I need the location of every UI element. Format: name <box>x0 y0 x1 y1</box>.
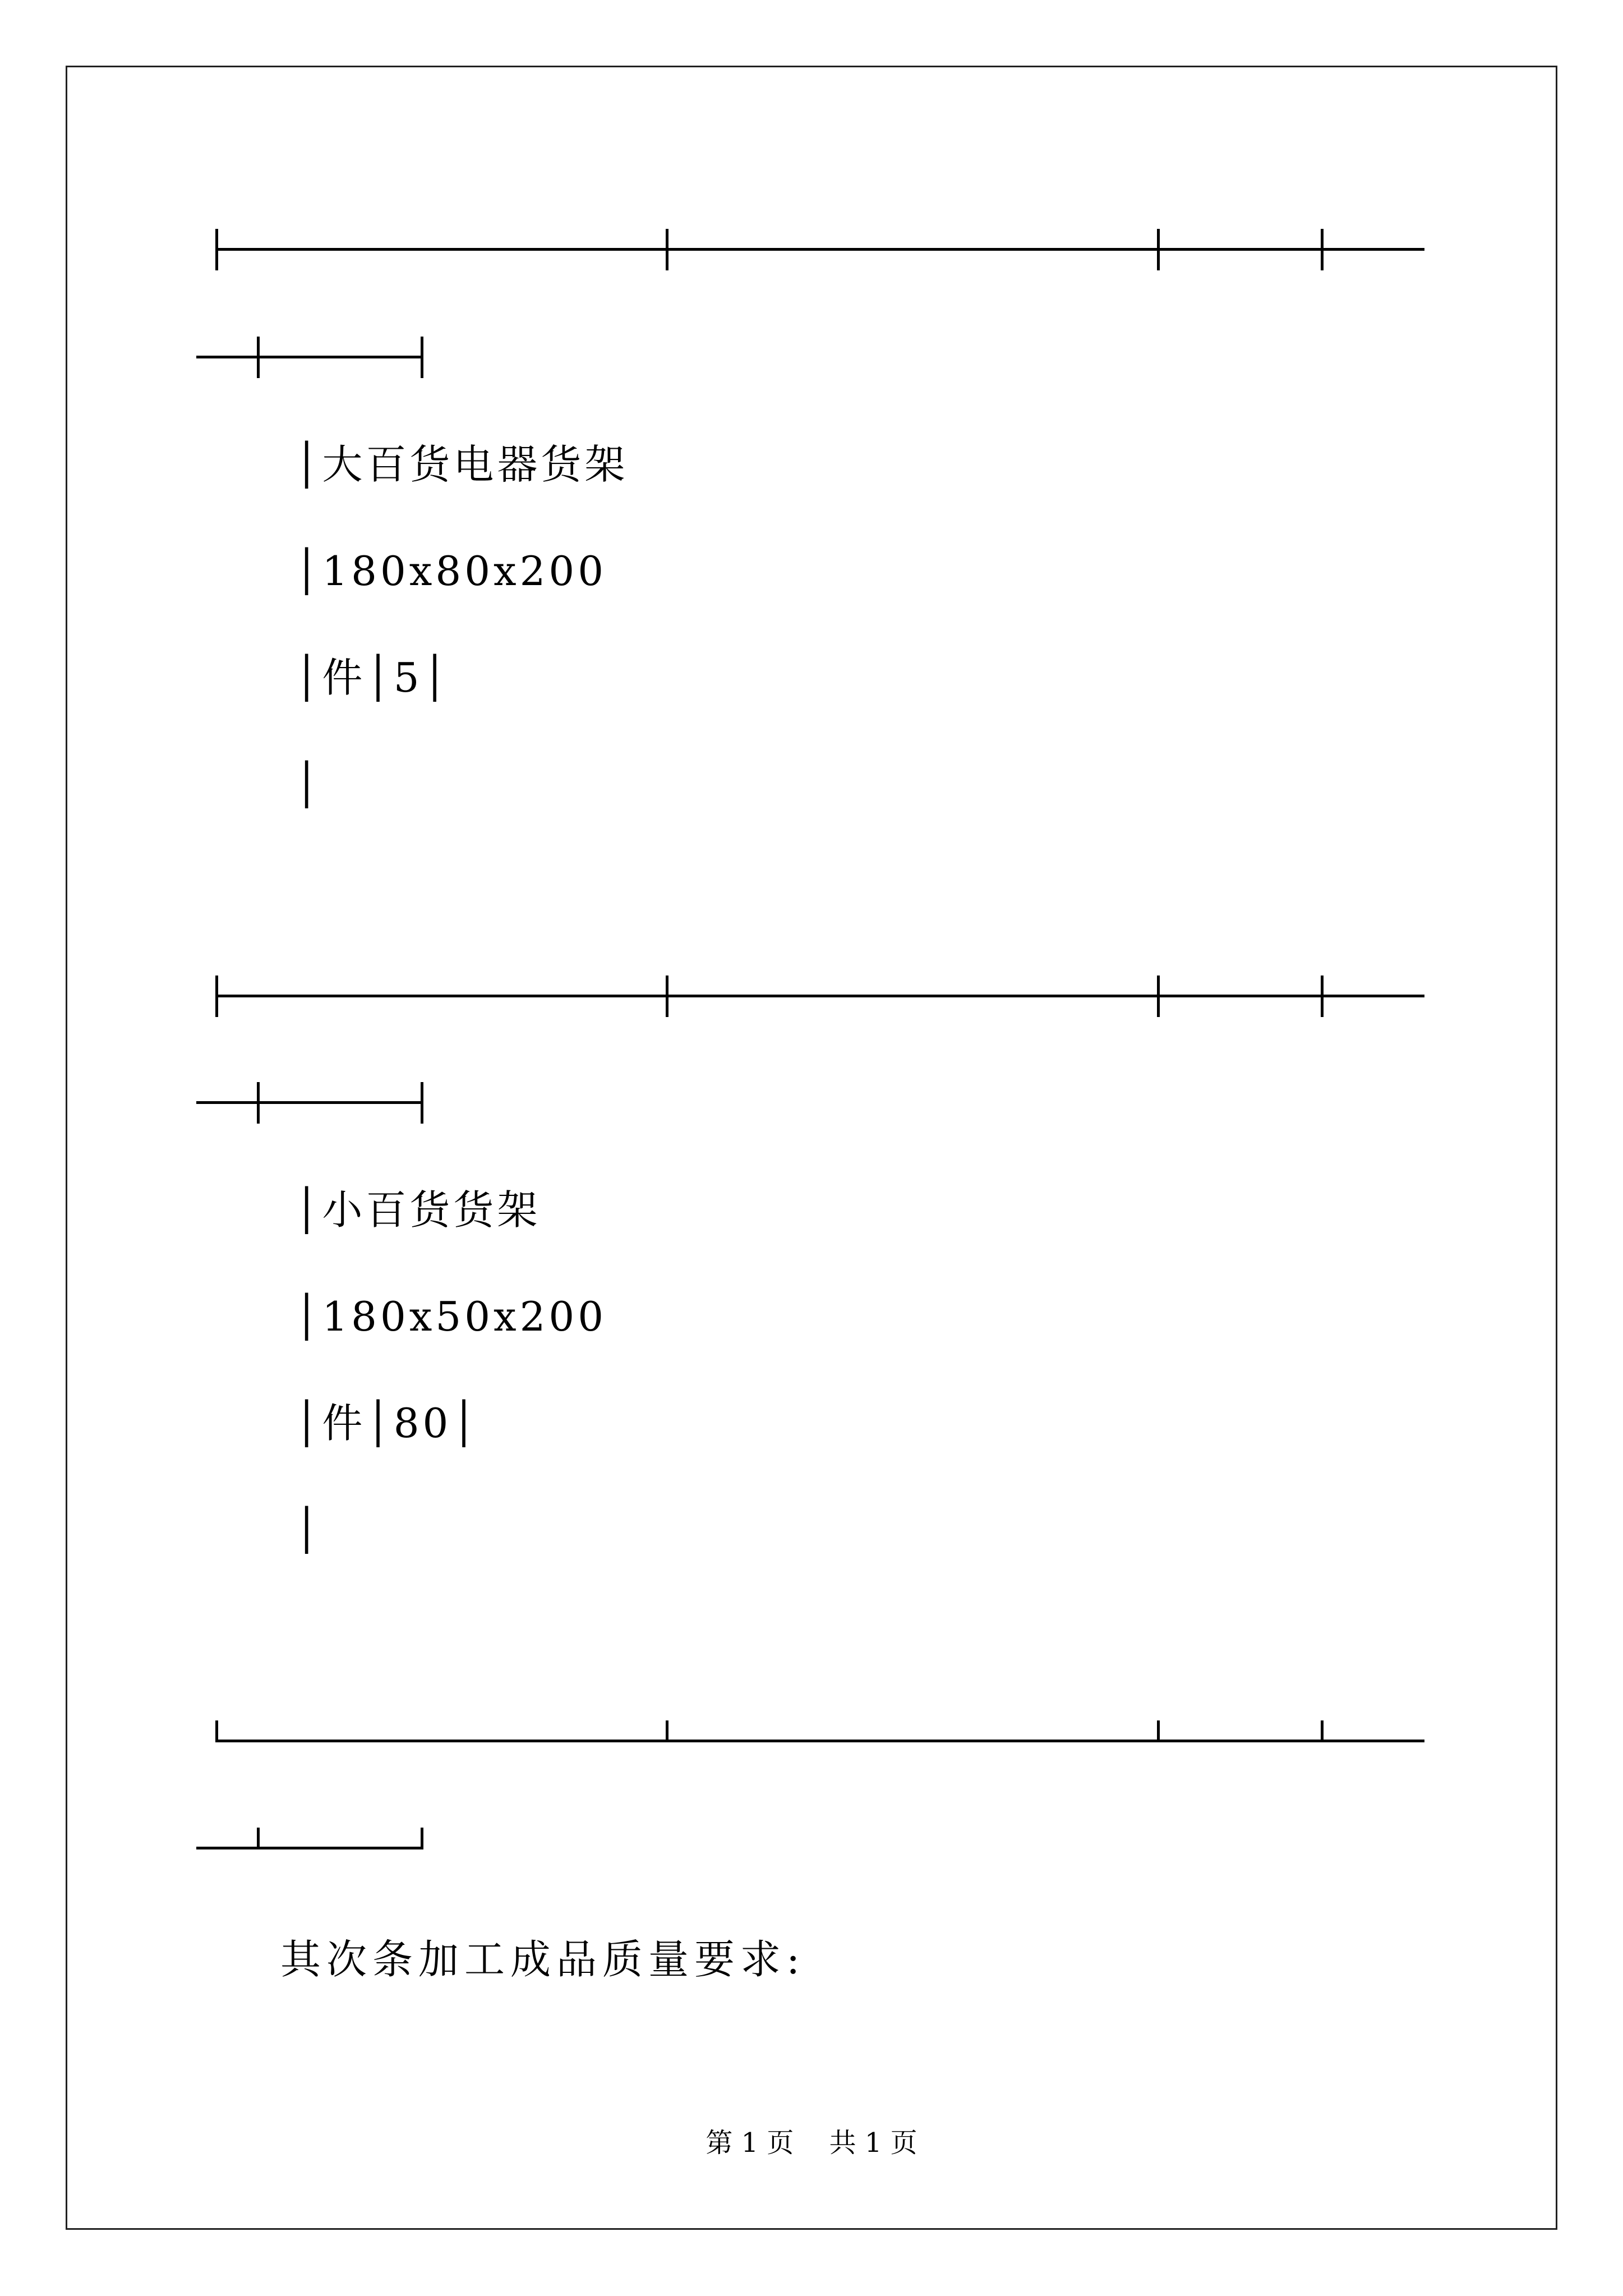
table-tick <box>257 1082 260 1124</box>
page-footer: 第 1 页 共 1 页 <box>706 2127 917 2159</box>
table-tick <box>215 229 218 270</box>
table-tick <box>1157 1720 1160 1742</box>
item-empty-cell: │ <box>294 761 322 808</box>
table-rule <box>196 1847 422 1849</box>
table-rule <box>196 1101 422 1104</box>
table-tick <box>215 1720 218 1742</box>
item-dimensions: │180x50x200 <box>294 1293 607 1340</box>
item-empty-cell: │ <box>294 1506 322 1553</box>
page-border <box>66 66 1557 2230</box>
item-unit-quantity: │件│80│ <box>294 1400 479 1447</box>
table-tick <box>421 1082 423 1124</box>
table-tick <box>1321 976 1324 1017</box>
table-tick <box>666 229 668 270</box>
table-tick <box>421 1828 423 1849</box>
table-tick <box>1321 229 1324 270</box>
item-name: │小百货货架 <box>294 1186 541 1234</box>
table-rule <box>216 1740 1424 1742</box>
item-unit-quantity: │件│5│ <box>294 654 450 701</box>
table-tick <box>257 1828 260 1849</box>
item-name: │大百货电器货架 <box>294 441 629 488</box>
table-tick <box>666 1720 668 1742</box>
table-rule <box>196 356 422 358</box>
table-tick <box>1157 229 1160 270</box>
table-rule <box>216 248 1424 251</box>
table-tick <box>421 337 423 378</box>
section-paragraph: 其次条加工成品质量要求: <box>280 1936 806 1983</box>
table-tick <box>1321 1720 1324 1742</box>
table-tick <box>666 976 668 1017</box>
table-tick <box>1157 976 1160 1017</box>
item-dimensions: │180x80x200 <box>294 547 607 595</box>
table-tick <box>215 976 218 1017</box>
table-rule <box>216 995 1424 997</box>
table-tick <box>257 337 260 378</box>
